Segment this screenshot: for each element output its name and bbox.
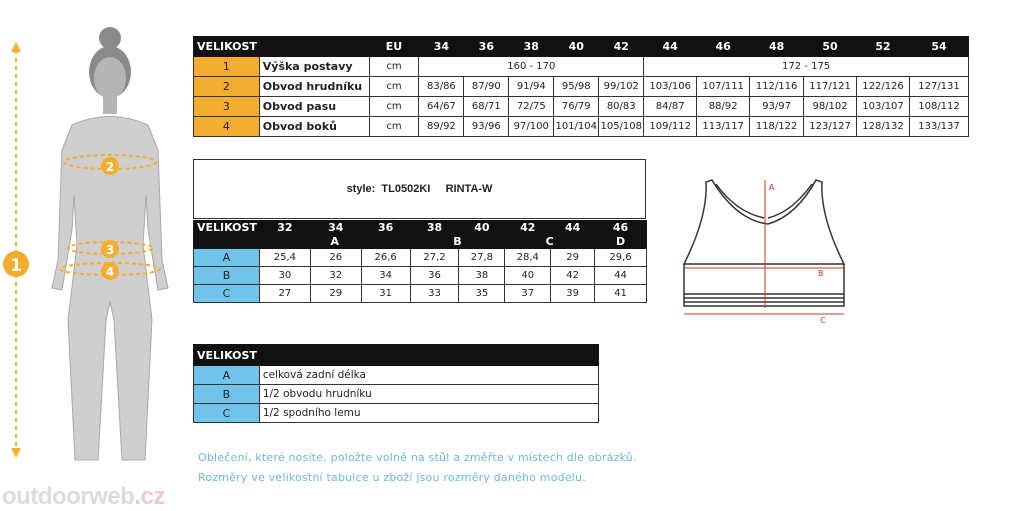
value-cell: 32 — [310, 267, 361, 285]
row-number: 4 — [194, 117, 260, 137]
value-cell: 42 — [551, 267, 595, 285]
row-unit: cm — [369, 97, 419, 117]
value-cell: 35 — [459, 285, 505, 303]
header-cell: 38 — [410, 221, 459, 235]
header-cell: 52 — [857, 37, 910, 57]
value-cell: 27 — [259, 285, 310, 303]
value-cell: 93/96 — [464, 117, 509, 137]
table-row — [194, 385, 599, 404]
note-line-1: Oblečení, které nosíte, položte volně na stůl a změřte v místech dle obrázků. — [198, 451, 637, 464]
value-cell: 128/132 — [857, 117, 910, 137]
letter-cell: B — [410, 235, 505, 249]
body-figure — [0, 20, 190, 490]
value-cell: 44 — [595, 267, 647, 285]
header-cell: 54 — [909, 37, 968, 57]
marker-4-label: 4 — [105, 265, 115, 279]
value-cell: 160 - 170 — [419, 57, 644, 77]
header-cell: 40 — [554, 37, 599, 57]
value-cell: 112/116 — [750, 77, 804, 97]
value-cell: 107/111 — [697, 77, 750, 97]
marker-3-label: 3 — [105, 243, 115, 257]
watermark-tld: .cz — [134, 483, 165, 510]
value-cell: 72/75 — [509, 97, 554, 117]
value-cell: 28,4 — [505, 249, 551, 267]
value-cell: 30 — [259, 267, 310, 285]
value-cell: 108/112 — [909, 97, 968, 117]
value-cell: 34 — [361, 267, 410, 285]
header-cell: VELIKOST — [194, 221, 260, 235]
bra-diagram — [676, 176, 852, 324]
header-cell: 40 — [459, 221, 505, 235]
letter-cell: D — [595, 235, 647, 249]
header-cell: 32 — [259, 221, 310, 235]
row-unit: cm — [369, 57, 419, 77]
header-cell: 38 — [509, 37, 554, 57]
style-label — [193, 159, 646, 219]
row-key: B — [194, 385, 260, 404]
table-row — [194, 267, 647, 285]
value-cell: 122/126 — [857, 77, 910, 97]
table-row — [194, 366, 599, 385]
table-row — [194, 249, 647, 267]
garment-table-header — [194, 221, 647, 235]
header-cell: 36 — [361, 221, 410, 235]
value-cell: 36 — [410, 267, 459, 285]
header-cell: VELIKOST — [194, 37, 370, 57]
legend-text: 1/2 obvodu hrudníku — [259, 385, 598, 404]
header-cell: 46 — [595, 221, 647, 235]
table-row — [194, 404, 599, 423]
value-cell: 38 — [459, 267, 505, 285]
header-cell: 34 — [310, 221, 361, 235]
value-cell: 37 — [505, 285, 551, 303]
value-cell: 87/90 — [464, 77, 509, 97]
value-cell: 103/107 — [857, 97, 910, 117]
letter-size-row — [194, 235, 647, 249]
row-key: C — [194, 285, 260, 303]
header-cell: 44 — [551, 221, 595, 235]
row-label: Obvod pasu — [259, 97, 369, 117]
row-number: 2 — [194, 77, 260, 97]
value-cell: 68/71 — [464, 97, 509, 117]
header-cell: 36 — [464, 37, 509, 57]
value-cell: 118/122 — [750, 117, 804, 137]
letter-cell: A — [259, 235, 410, 249]
header-cell: 42 — [599, 37, 644, 57]
header-cell: 44 — [644, 37, 697, 57]
note-line-2: Rozměry ve velikostní tabulce u zboží jsou rozměry daného modelu. — [198, 471, 586, 484]
row-number: 3 — [194, 97, 260, 117]
header-cell: EU — [369, 37, 419, 57]
legend-table — [193, 344, 599, 423]
value-cell: 80/83 — [599, 97, 644, 117]
row-label: Obvod hrudníku — [259, 77, 369, 97]
value-cell: 29 — [551, 249, 595, 267]
value-cell: 103/106 — [644, 77, 697, 97]
watermark-logo — [2, 483, 165, 511]
header-cell: 42 — [505, 221, 551, 235]
value-cell: 98/102 — [804, 97, 857, 117]
table-row — [194, 97, 969, 117]
watermark-main: outdoorweb — [2, 483, 135, 510]
header-cell: 34 — [419, 37, 464, 57]
value-cell: 33 — [410, 285, 459, 303]
value-cell: 91/94 — [509, 77, 554, 97]
marker-1-label: 1 — [10, 256, 22, 276]
measure-b-label: B — [818, 269, 824, 278]
value-cell: 27,2 — [410, 249, 459, 267]
row-key: B — [194, 267, 260, 285]
table-row — [194, 77, 969, 97]
value-cell: 31 — [361, 285, 410, 303]
header-cell — [194, 235, 260, 249]
value-cell: 99/102 — [599, 77, 644, 97]
value-cell: 123/127 — [804, 117, 857, 137]
value-cell: 172 - 175 — [644, 57, 969, 77]
legend-text: 1/2 spodního lemu — [259, 404, 598, 423]
measure-c-label: C — [820, 316, 826, 324]
value-cell: 26 — [310, 249, 361, 267]
value-cell: 117/121 — [804, 77, 857, 97]
value-cell: 109/112 — [644, 117, 697, 137]
style-text: style: TL0502KI RINTA-W — [346, 183, 493, 195]
value-cell: 39 — [551, 285, 595, 303]
value-cell: 89/92 — [419, 117, 464, 137]
value-cell: 25,4 — [259, 249, 310, 267]
value-cell: 97/100 — [509, 117, 554, 137]
row-label: Výška postavy — [259, 57, 369, 77]
value-cell: 127/131 — [909, 77, 968, 97]
value-cell: 83/86 — [419, 77, 464, 97]
value-cell: 29 — [310, 285, 361, 303]
main-size-table — [193, 36, 969, 137]
value-cell: 105/108 — [599, 117, 644, 137]
height-arrow-bottom — [11, 448, 21, 458]
table-row — [194, 57, 969, 77]
value-cell: 88/92 — [697, 97, 750, 117]
header-cell: 46 — [697, 37, 750, 57]
row-key: A — [194, 366, 260, 385]
value-cell: 29,6 — [595, 249, 647, 267]
row-unit: cm — [369, 117, 419, 137]
table-row — [194, 285, 647, 303]
height-arrow-top — [11, 42, 21, 52]
letter-cell: C — [505, 235, 595, 249]
value-cell: 84/87 — [644, 97, 697, 117]
row-key: C — [194, 404, 260, 423]
legend-header — [194, 345, 599, 366]
row-label: Obvod boků — [259, 117, 369, 137]
header-cell: 50 — [804, 37, 857, 57]
value-cell: 27,8 — [459, 249, 505, 267]
row-number: 1 — [194, 57, 260, 77]
header-cell: VELIKOST — [194, 345, 599, 366]
measure-a-label: A — [769, 183, 775, 192]
value-cell: 76/79 — [554, 97, 599, 117]
value-cell: 64/67 — [419, 97, 464, 117]
value-cell: 95/98 — [554, 77, 599, 97]
row-unit: cm — [369, 77, 419, 97]
table-row — [194, 117, 969, 137]
header-cell: 48 — [750, 37, 804, 57]
main-table-header — [194, 37, 969, 57]
legend-text: celková zadní délka — [259, 366, 598, 385]
value-cell: 133/137 — [909, 117, 968, 137]
garment-size-table — [193, 220, 647, 303]
value-cell: 113/117 — [697, 117, 750, 137]
value-cell: 40 — [505, 267, 551, 285]
value-cell: 93/97 — [750, 97, 804, 117]
value-cell: 26,6 — [361, 249, 410, 267]
value-cell: 101/104 — [554, 117, 599, 137]
value-cell: 41 — [595, 285, 647, 303]
marker-2-label: 2 — [105, 160, 115, 174]
row-key: A — [194, 249, 260, 267]
